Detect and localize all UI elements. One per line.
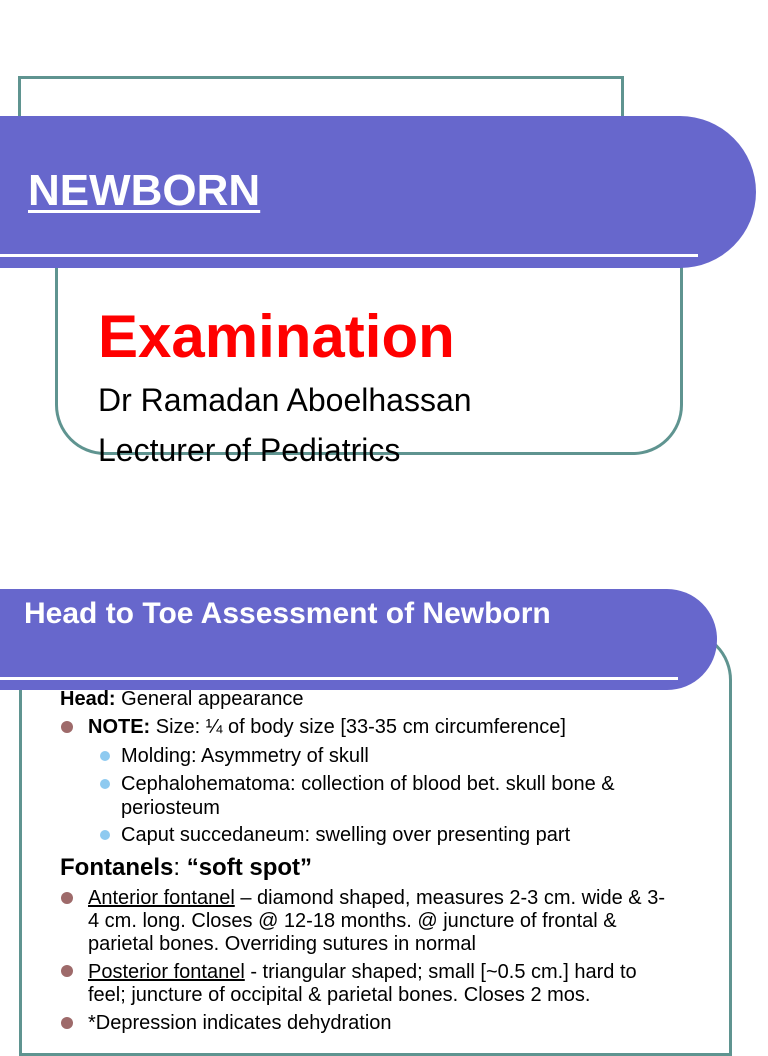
sub-bullet-icon [100,779,110,789]
slide1-author: Dr Ramadan Aboelhassan [98,382,472,418]
bullet-icon [61,1017,73,1029]
anterior-text1: – diamond shaped, measures 2-3 cm. wide & 3- [234,887,665,909]
slide1-band-divider [0,254,698,257]
posterior-text1: - triangular shaped; small [~0.5 cm.] hard to [244,961,637,983]
note-line [88,716,566,738]
sub-bullet-icon [100,751,110,761]
slide1-subtitle: Examination [98,303,455,370]
posterior-line2: feel; juncture of occipital & parietal bones. Closes 2 mos. [88,984,591,1006]
slide2-band-divider [0,677,678,680]
anterior-label: Anterior fontanel [88,887,235,909]
fontanels-text: “soft spot” [186,854,313,881]
bullet-icon [61,721,73,733]
fontanels-label: Fontanels [60,854,174,881]
slide2-title: Head to Toe Assessment of Newborn [24,597,551,630]
cephalohematoma-item: Cephalohematoma: collection of blood bet. skull bone & [121,773,615,795]
fontanels-colon: : [173,854,187,881]
head-line [60,688,304,710]
slide1-role: Lecturer of Pediatrics [98,432,401,468]
sub-bullet-icon [100,830,110,840]
bullet-icon [61,892,73,904]
anterior-line1 [88,887,665,909]
posterior-line1 [88,961,637,983]
note-text: Size: ¼ of body size [33-35 cm circumference] [150,716,566,738]
bullet-icon [61,965,73,977]
molding-item: Molding: Asymmetry of skull [121,745,369,767]
anterior-line3: parietal bones. Overriding sutures in normal [88,933,476,955]
note-label: NOTE: [88,716,151,738]
head-text: General appearance [115,688,304,710]
fontanels-heading [60,855,312,881]
head-label: Head: [60,688,116,710]
caput-item: Caput succedaneum: swelling over presenting part [121,824,571,846]
depression-note: *Depression indicates dehydration [88,1012,392,1034]
anterior-line2: 4 cm. long. Closes @ 12-18 months. @ juncture of frontal & [88,910,617,932]
cephalohematoma-item-cont: periosteum [121,797,220,819]
slide1-title: NEWBORN [28,166,261,215]
posterior-label: Posterior fontanel [88,961,245,983]
